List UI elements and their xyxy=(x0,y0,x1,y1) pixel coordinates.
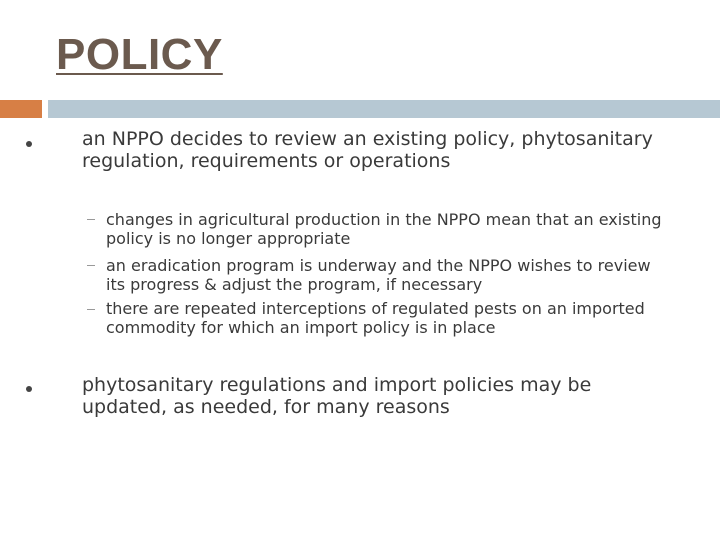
bullet-text: phytosanitary regulations and import policies may be updated, as needed, for many reasons xyxy=(82,374,592,418)
subitem-text: there are repeated interceptions of regulated pests on an imported commodity for which an import policy is in place xyxy=(106,299,645,337)
subitem-text: changes in agricultural production in the NPPO mean that an existing policy is no longer appropriate xyxy=(106,210,662,248)
slide-title: POLICY xyxy=(56,30,223,79)
dash-icon xyxy=(87,265,95,266)
subitem-text: an eradication program is underway and the NPPO wishes to review its progress & adjust the program, if necessary xyxy=(106,256,651,294)
dash-icon xyxy=(87,219,95,220)
dash-icon xyxy=(87,309,95,310)
bullet-text: an NPPO decides to review an existing policy, phytosanitary regulation, requirements or operations xyxy=(82,128,653,172)
bullet-icon xyxy=(26,141,32,147)
bullet-icon xyxy=(26,386,32,392)
